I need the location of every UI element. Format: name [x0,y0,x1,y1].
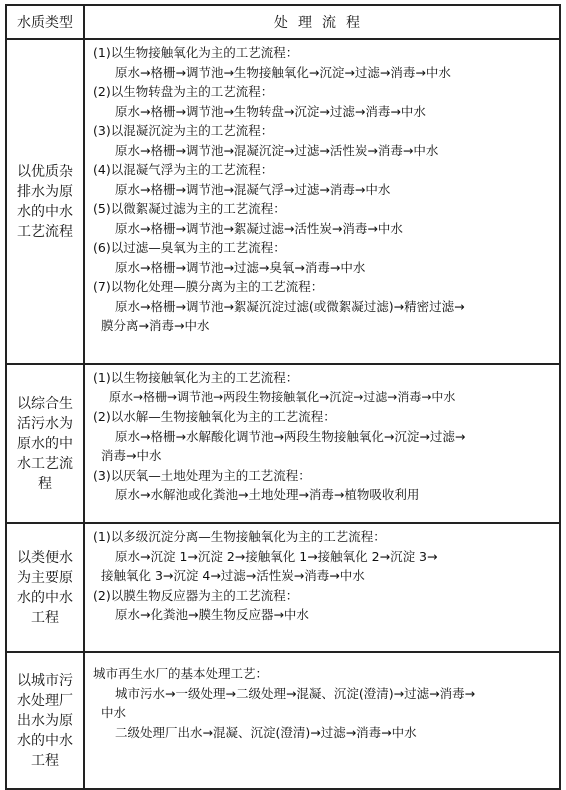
water-type-cell: 以优质杂排水为原水的中水工艺流程 [6,39,84,364]
water-type-cell: 以城市污水处理厂出水为原水的中水工程 [6,652,84,789]
table-header-row [6,5,560,39]
section-flow: 原水→化粪池→膜生物反应器→中水 [115,607,309,622]
water-type-cell: 以综合生活污水为原水的中水工艺流程 [6,364,84,523]
section-flow: 原水→格栅→水解酸化调节池→两段生物接触氧化→沉淀→过滤→ [115,428,466,444]
section-flow: 原水→格栅→调节池→生物接触氧化→沉淀→过滤→消毒→中水 [115,64,451,80]
header-process: 处理流程 [84,5,560,39]
section-flow-continued: 膜分离→消毒→中水 [101,318,210,333]
section-title: (3)以混凝沉淀为主的工艺流程： [93,123,274,138]
section-title: (1)以多级沉淀分离—生物接触氧化为主的工艺流程： [93,529,386,544]
process-cell [84,652,560,789]
section-title: (6)以过滤—臭氧为主的工艺流程： [93,240,286,255]
section-flow: 原水→格栅→调节池→过滤→臭氧→消毒→中水 [115,259,366,275]
section-title: (1)以生物接触氧化为主的工艺流程： [93,370,299,385]
section-flow: 原水→格栅→调节池→混凝沉淀→过滤→活性炭→消毒→中水 [115,142,439,158]
section-flow: 原水→格栅→调节池→两段生物接触氧化→沉淀→过滤→消毒→中水 [109,389,456,404]
process-cell [84,364,560,523]
section-title: (2)以生物转盘为主的工艺流程： [93,84,274,99]
section-flow-continued: 接触氧化 3→沉淀 4→过滤→活性炭→消毒→中水 [101,568,365,583]
section-flow: 原水→水解池或化粪池→土地处理→消毒→植物吸收利用 [115,487,420,502]
section-flow-continued: 中水 [101,705,127,720]
section-title: (7)以物化处理—膜分离为主的工艺流程： [93,279,324,294]
section-title: (5)以微絮凝过滤为主的工艺流程： [93,201,286,216]
section-title: (3)以厌氧—土地处理为主的工艺流程： [93,467,311,483]
table-row [6,364,560,523]
table-row [6,523,560,652]
section-heading: 城市再生水厂的基本处理工艺： [93,666,269,681]
section-flow: 原水→格栅→调节池→絮凝沉淀过滤(或微絮凝过滤)→精密过滤→ [115,298,465,314]
section-flow-continued: 消毒→中水 [101,448,162,463]
section-flow: 城市污水→一级处理→二级处理→混凝、沉淀(澄清)→过滤→消毒→ [115,685,476,701]
header-water-type: 水质类型 [6,5,84,39]
section-title: (2)以膜生物反应器为主的工艺流程： [93,587,299,603]
section-title: (1)以生物接触氧化为主的工艺流程： [93,45,299,60]
section-flow: 原水→格栅→调节池→混凝气浮→过滤→消毒→中水 [115,181,391,197]
water-type-cell: 以类便水为主要原水的中水工程 [6,523,84,652]
section-title: (2)以水解—生物接触氧化为主的工艺流程： [93,409,336,424]
table-row [6,652,560,789]
process-cell [84,39,560,364]
table-row [6,39,560,364]
section-flow: 二级处理厂出水→混凝、沉淀(澄清)→过滤→消毒→中水 [115,724,417,740]
process-cell [84,523,560,652]
section-title: (4)以混凝气浮为主的工艺流程： [93,162,274,177]
section-flow: 原水→沉淀 1→沉淀 2→接触氧化 1→接触氧化 2→沉淀 3→ [115,548,438,564]
section-flow: 原水→格栅→调节池→絮凝过滤→活性炭→消毒→中水 [115,220,403,236]
section-flow: 原水→格栅→调节池→生物转盘→沉淀→过滤→消毒→中水 [115,103,426,119]
process-table [5,4,561,790]
